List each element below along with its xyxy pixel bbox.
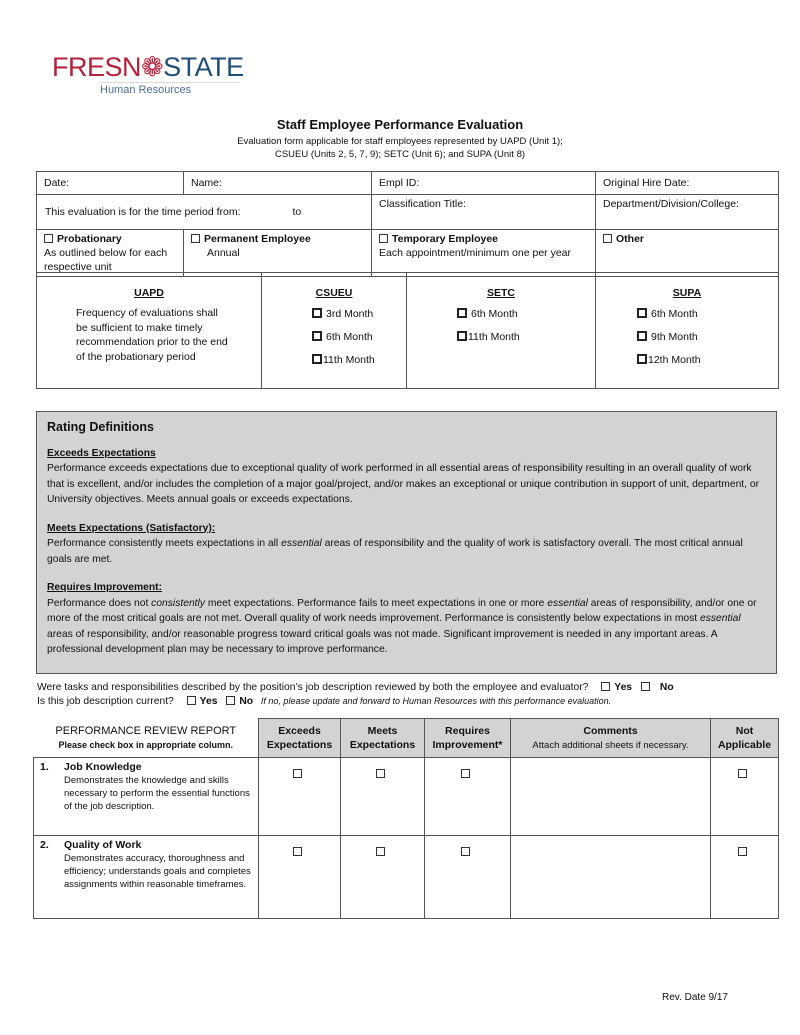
rating-definitions [36,411,777,674]
supa-9th-checkbox[interactable] [637,331,647,341]
hire-date-field[interactable] [596,172,779,195]
temporary-checkbox[interactable] [379,234,388,243]
probationary-label: Probationary [57,233,122,245]
col-comments-sub: Attach additional sheets if necessary. [532,739,689,751]
option-label: 3rd Month [326,308,374,320]
na-checkbox[interactable] [738,847,747,856]
form-header [0,117,800,161]
requires-title: Requires Improvement: [47,582,163,593]
meets-text: Performance consistently meets expectations in all essential areas of responsibility and the quality of work is satisfactory overall. The most critical annual goals are met. [47,538,743,565]
col-exceeds: Expectations [266,739,333,751]
yes-label: Yes [199,696,218,707]
date-label: Date: [44,177,70,189]
question-text: Is this job description current? [37,696,174,707]
option-label: 6th Month [471,308,518,320]
meets-checkbox[interactable] [376,769,385,778]
rating-heading: Rating Definitions [47,420,154,434]
setc-11th-checkbox[interactable] [457,331,467,341]
job-description-reviewed-question [37,682,674,693]
yes-label: Yes [614,682,633,693]
item-number: 2. [40,839,49,851]
paw-icon: ❁ [141,52,164,82]
col-na: Applicable [717,739,772,751]
csueu-3rd-checkbox[interactable] [312,308,322,318]
table-row [34,758,779,836]
col-requires: Requires [445,725,490,737]
unit-frequency-table [36,272,779,389]
form-subtitle: CSUEU (Units 2, 5, 7, 9); SETC (Unit 6); and SUPA (Unit 8) [274,149,526,160]
current-no-checkbox[interactable] [226,696,235,705]
empl-id-label: Empl ID: [379,177,420,189]
review-instruction: Please check box in appropriate column. [58,739,234,750]
period-to-label: to [292,206,302,218]
comments-cell[interactable] [511,836,711,919]
form-subtitle: Evaluation form applicable for staff employees represented by UAPD (Unit 1); [237,136,563,147]
permanent-checkbox[interactable] [191,234,200,243]
option-label: 6th Month [651,308,698,320]
revision-date: Rev. Date 9/17 [662,992,728,1003]
reviewed-yes-checkbox[interactable] [601,682,610,691]
question-text: Were tasks and responsibilities described by the position’s job description reviewed by both the employee and evaluator? [37,682,589,693]
period-from-label: This evaluation is for the time period from: [45,206,241,218]
current-yes-checkbox[interactable] [187,696,196,705]
exceeds-text: Performance exceeds expectations due to exceptional quality of work performed in all essential areas of responsibility resulting in an overall quality of work that is excellent, and/or includes the completion of a major goal/project, and/or makes an exceptional or unique contribution in support of unit, department, or University objectives. Meets annual goals or exceeds expectations. [47,463,760,505]
fresno-state-logo [52,52,244,96]
option-label: 11th Month [468,331,520,343]
department-field[interactable] [596,195,779,230]
csueu-11th-checkbox[interactable] [312,354,322,364]
performance-review-table [33,718,779,919]
col-meets: Meets [367,725,398,737]
table-row [34,836,779,919]
logo-text: FRESN [52,52,142,82]
option-label: 12th Month [648,354,701,366]
job-description-current-question [37,696,611,707]
meets-checkbox[interactable] [376,847,385,856]
col-comments: Comments [583,724,638,737]
exceeds-checkbox[interactable] [293,847,302,856]
meets-title: Meets Expectations (Satisfactory): [47,522,216,534]
other-label: Other [616,233,645,245]
col-na: Not [735,725,754,737]
item-title: Job Knowledge [64,761,142,773]
item-desc: Demonstrates the knowledge and skills necessary to perform the essential functions of the job description. [64,775,250,812]
item-desc: Demonstrates accuracy, thoroughness and efficiency; understands goals and completes assignments within reasonable timeframes. [64,853,251,890]
col-meets: Expectations [349,739,416,751]
exceeds-title: Exceeds Expectations [47,447,156,459]
uapd-title: UAPD [134,287,164,299]
logo-subtitle: Human Resources [100,82,240,96]
other-checkbox[interactable] [603,234,612,243]
csueu-6th-checkbox[interactable] [312,331,322,341]
permanent-label: Permanent Employee [204,233,311,245]
employee-info-table [36,171,779,277]
classification-field[interactable] [372,195,596,230]
probationary-checkbox[interactable] [44,234,53,243]
logo-text: STATE [163,52,244,82]
empl-id-field[interactable] [372,172,596,195]
exceeds-checkbox[interactable] [293,769,302,778]
na-checkbox[interactable] [738,769,747,778]
classification-label: Classification Title: [379,198,466,210]
option-label: 11th Month [323,354,375,366]
review-title: PERFORMANCE REVIEW REPORT [55,724,237,737]
hire-date-label: Original Hire Date: [603,177,690,189]
item-number: 1. [40,761,49,773]
no-label: No [239,696,254,707]
probationary-desc: As outlined below for each respective unit [44,247,168,273]
uapd-text: Frequency of evaluations shall be sufficient to make timely recommendation prior to the end of the probationary period [76,307,228,363]
period-field[interactable] [37,195,372,230]
temporary-desc: Each appointment/minimum one per year [379,247,572,259]
setc-title: SETC [486,287,515,299]
form-title: Staff Employee Performance Evaluation [276,117,524,132]
name-field[interactable] [184,172,372,195]
requires-checkbox[interactable] [461,769,470,778]
requires-text: Performance does not consistently meet expectations. Performance fails to meet expectations in one or more essential areas of responsibility, and/or one or more of the most critical goals are not met. Overall quality of work needs improvement. Performance is consistently below expectations in most essential areas of responsibility, and/or reasonable progress toward critical goals was not made. Significant improvement is needed in any important areas. A professional development plan may be necessary to improve performance. [47,597,757,655]
option-label: 6th Month [326,331,373,343]
supa-title: SUPA [672,287,702,299]
date-field[interactable] [37,172,184,195]
setc-6th-checkbox[interactable] [457,308,467,318]
name-label: Name: [191,177,222,189]
col-requires: Improvement* [432,739,503,751]
department-label: Department/Division/College: [603,198,739,210]
comments-cell[interactable] [511,758,711,836]
option-label: 9th Month [651,331,698,343]
supa-12th-checkbox[interactable] [637,354,647,364]
item-title: Quality of Work [64,839,142,851]
col-exceeds: Exceeds [278,725,321,737]
permanent-desc: Annual [207,247,240,259]
current-note: If no, please update and forward to Human Resources with this performance evaluation. [260,696,612,706]
csueu-title: CSUEU [315,287,353,299]
reviewed-no-checkbox[interactable] [641,682,650,691]
supa-6th-checkbox[interactable] [637,308,647,318]
temporary-label: Temporary Employee [392,233,499,245]
no-label: No [659,682,674,693]
requires-checkbox[interactable] [461,847,470,856]
